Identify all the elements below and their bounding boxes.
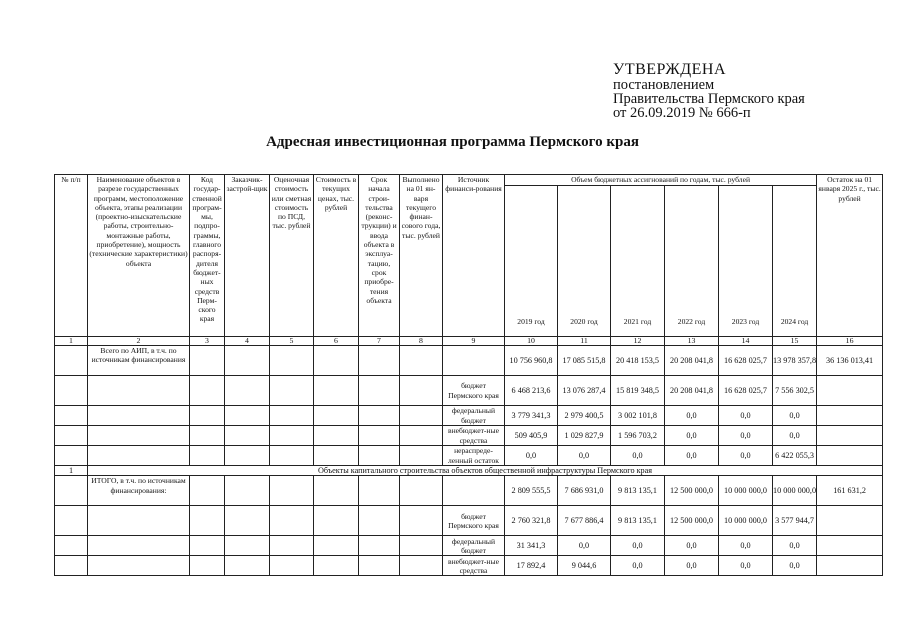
- source-value: 0,0: [719, 426, 773, 446]
- total-row: [55, 346, 883, 376]
- itogo-value: 2 809 555,5: [505, 476, 558, 506]
- source-value: 3 002 101,8: [611, 406, 665, 426]
- source-value: 2 760 321,8: [505, 506, 558, 536]
- source-row: [55, 506, 883, 536]
- source-row: [55, 556, 883, 576]
- source-value: 6 468 213,6: [505, 376, 558, 406]
- itogo-value: 7 686 931,0: [558, 476, 611, 506]
- header-volume: Объем бюджетных ассигнований по годам, тыс. рублей: [505, 175, 817, 186]
- source-value: 509 405,9: [505, 426, 558, 446]
- header-num: № п/п: [55, 175, 88, 337]
- header-customer: Заказчик-застрой-щик: [225, 175, 270, 337]
- source-label: внебюджет-ные средства: [443, 426, 505, 446]
- total-value: 10 756 960,8: [505, 346, 558, 376]
- source-value: 1 029 827,9: [558, 426, 611, 446]
- header-estimated-cost: Оценочная стоимость или сметная стоимость по ПСД, тыс. рублей: [270, 175, 314, 337]
- column-index: 7: [359, 337, 400, 346]
- total-value: 17 085 515,8: [558, 346, 611, 376]
- source-value: 0,0: [665, 446, 719, 466]
- source-value: 6 422 055,3: [773, 446, 817, 466]
- source-label: федеральный бюджет: [443, 536, 505, 556]
- header-year: 2020 год: [558, 186, 611, 337]
- source-value: 0,0: [665, 406, 719, 426]
- source-value: 0,0: [558, 446, 611, 466]
- source-value: 0,0: [611, 556, 665, 576]
- section-title: Объекты капитального строительства объектов общественной инфраструктуры Пермского края: [88, 466, 883, 476]
- source-label: нераспреде-ленный остаток: [443, 446, 505, 466]
- source-value: 16 628 025,7: [719, 376, 773, 406]
- column-index: 11: [558, 337, 611, 346]
- source-value: 12 500 000,0: [665, 506, 719, 536]
- section-row: [55, 466, 883, 476]
- itogo-value: 12 500 000,0: [665, 476, 719, 506]
- header-year: 2023 год: [719, 186, 773, 337]
- column-index: 5: [270, 337, 314, 346]
- column-index: 1: [55, 337, 88, 346]
- source-value: 0,0: [719, 556, 773, 576]
- source-label: бюджет Пермского края: [443, 376, 505, 406]
- stamp-line: постановлением: [613, 77, 715, 93]
- column-index: 15: [773, 337, 817, 346]
- total-value: 20 208 041,8: [665, 346, 719, 376]
- source-value: 9 813 135,1: [611, 506, 665, 536]
- header-completed: Выполнено на 01 ян-варя текущего финан-сового года, тыс. рублей: [400, 175, 443, 337]
- source-value: 0,0: [665, 536, 719, 556]
- itogo-remainder: 161 631,2: [817, 476, 883, 506]
- source-value: 7 556 302,5: [773, 376, 817, 406]
- total-value: 20 418 153,5: [611, 346, 665, 376]
- header-code: Код государ-ственной програм-мы, подпро-граммы, главного распоря-дителя бюджет-ных средств Перм-ского края: [190, 175, 225, 337]
- source-value: 17 892,4: [505, 556, 558, 576]
- itogo-row: [55, 476, 883, 506]
- source-value: 0,0: [773, 556, 817, 576]
- source-value: 31 341,3: [505, 536, 558, 556]
- source-value: 13 076 287,4: [558, 376, 611, 406]
- total-value: 16 628 025,7: [719, 346, 773, 376]
- column-index: 12: [611, 337, 665, 346]
- source-value: 0,0: [719, 406, 773, 426]
- source-value: 0,0: [719, 536, 773, 556]
- total-remainder: 36 136 013,41: [817, 346, 883, 376]
- header-year: 2024 год: [773, 186, 817, 337]
- stamp-title: УТВЕРЖДЕНА: [613, 61, 727, 78]
- column-index: 6: [314, 337, 359, 346]
- source-row: [55, 406, 883, 426]
- source-row: [55, 446, 883, 466]
- source-value: 3 779 341,3: [505, 406, 558, 426]
- itogo-value: 10 000 000,0: [719, 476, 773, 506]
- source-value: 0,0: [611, 446, 665, 466]
- column-index: 16: [817, 337, 883, 346]
- header-year: 2022 год: [665, 186, 719, 337]
- source-value: 10 000 000,0: [719, 506, 773, 536]
- source-value: 0,0: [773, 536, 817, 556]
- source-value: 1 596 703,2: [611, 426, 665, 446]
- stamp-line: от 26.09.2019 № 666-п: [613, 105, 751, 121]
- source-label: федеральный бюджет: [443, 406, 505, 426]
- column-index: 2: [88, 337, 190, 346]
- document-title: Адресная инвестиционная программа Пермского края: [266, 134, 639, 150]
- itogo-value: 10 000 000,0: [773, 476, 817, 506]
- source-label: бюджет Пермского края: [443, 506, 505, 536]
- header-term: Срок начала строи-тельства (реконс-трукции) и ввода объекта в эксплуа-тацию, срок приобре-тения объекта: [359, 175, 400, 337]
- column-index: 9: [443, 337, 505, 346]
- source-value: 0,0: [719, 446, 773, 466]
- source-value: 15 819 348,5: [611, 376, 665, 406]
- section-num: 1: [55, 466, 88, 476]
- total-value: 13 978 357,8: [773, 346, 817, 376]
- column-index: 8: [400, 337, 443, 346]
- source-value: 0,0: [611, 536, 665, 556]
- source-value: 7 677 886,4: [558, 506, 611, 536]
- source-value: 0,0: [505, 446, 558, 466]
- column-index: 3: [190, 337, 225, 346]
- source-value: 0,0: [665, 556, 719, 576]
- header-year: 2021 год: [611, 186, 665, 337]
- itogo-label: ИТОГО, в т.ч. по источникам финансирования:: [88, 476, 190, 506]
- source-label: внебюджет-ные средства: [443, 556, 505, 576]
- stamp-line: Правительства Пермского края: [613, 91, 805, 107]
- source-value: 9 044,6: [558, 556, 611, 576]
- source-row: [55, 376, 883, 406]
- header-source: Источник финанси-рования: [443, 175, 505, 337]
- header-name: Наименование объектов в разрезе государственных программ, местоположение объекта, этапы реализации (проектно-изыскательские работы, строительно-монтажные работы, приобретение), мощность (технические характеристики) объекта: [88, 175, 190, 337]
- header-remainder: Остаток на 01 января 2025 г., тыс. рублей: [817, 175, 883, 337]
- source-value: 0,0: [773, 426, 817, 446]
- column-index: 4: [225, 337, 270, 346]
- header-year: 2019 год: [505, 186, 558, 337]
- source-value: 2 979 400,5: [558, 406, 611, 426]
- itogo-value: 9 813 135,1: [611, 476, 665, 506]
- source-row: [55, 536, 883, 556]
- investment-program-table: [54, 174, 883, 576]
- column-index: 13: [665, 337, 719, 346]
- header-current-cost: Стоимость в текущих ценах, тыс. рублей: [314, 175, 359, 337]
- approval-stamp: [613, 62, 805, 120]
- column-index: 10: [505, 337, 558, 346]
- source-value: 0,0: [558, 536, 611, 556]
- column-index: 14: [719, 337, 773, 346]
- source-value: 20 208 041,8: [665, 376, 719, 406]
- source-row: [55, 426, 883, 446]
- source-value: 0,0: [665, 426, 719, 446]
- source-value: 0,0: [773, 406, 817, 426]
- source-value: 3 577 944,7: [773, 506, 817, 536]
- total-label: Всего по АИП, в т.ч. по источникам финансирования: [88, 346, 190, 376]
